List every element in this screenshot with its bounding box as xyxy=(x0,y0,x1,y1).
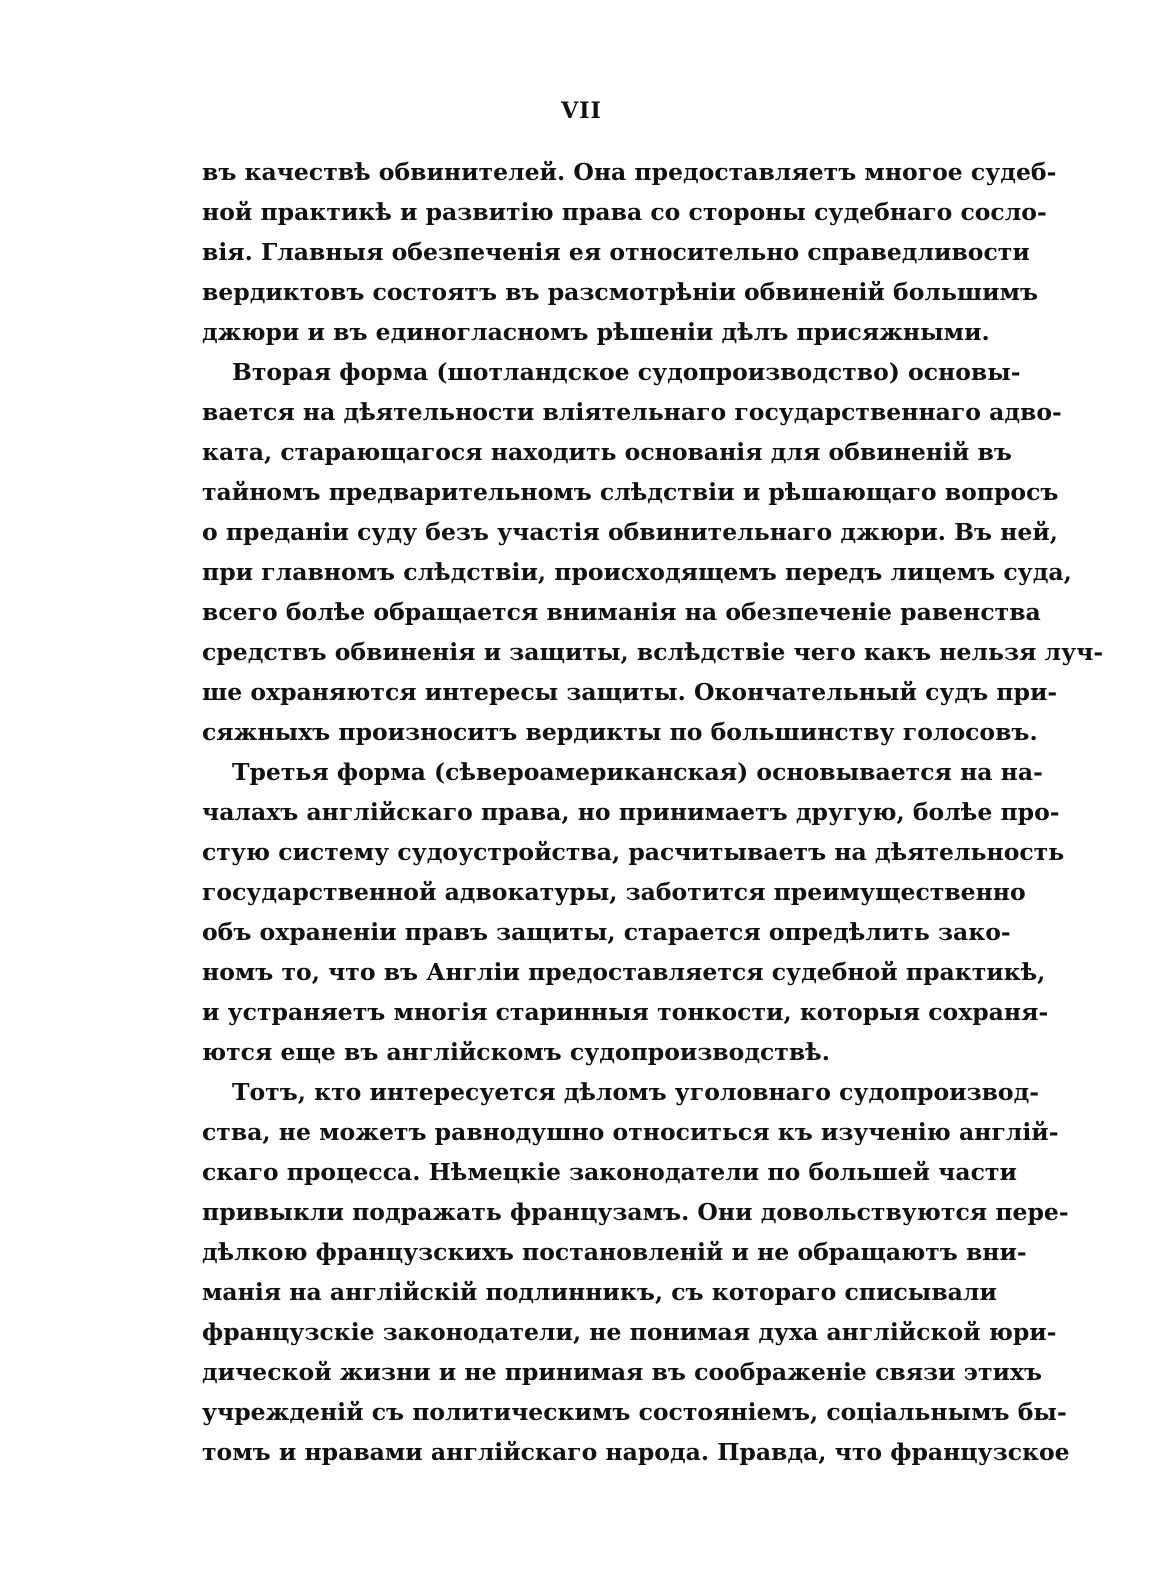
text-line: томъ и нравами англійскаго народа. Правда, что французское xyxy=(202,1438,1070,1466)
text-line: ше охраняются интересы защиты. Окончательный судъ при- xyxy=(202,678,1058,706)
text-line: о преданіи суду безъ участія обвинительнаго джюри. Въ ней, xyxy=(202,518,1058,546)
text-line: дѣлкою французскихъ постановленій и не обращаютъ вни- xyxy=(202,1238,1027,1266)
text-line: Тотъ, кто интересуется дѣломъ уголовнаго судопроизвод- xyxy=(232,1078,1040,1106)
text-line: скаго процесса. Нѣмецкіе законодатели по большей части xyxy=(202,1158,1017,1186)
text-line: всего болѣе обращается вниманія на обезпеченіе равенства xyxy=(202,598,1041,626)
text-line: при главномъ слѣдствіи, происходящемъ передъ лицемъ суда, xyxy=(202,558,1072,586)
paragraph xyxy=(202,152,1057,352)
text-line: привыкли подражать французамъ. Они довольствуются пере- xyxy=(202,1198,1069,1226)
text-line: вія. Главныя обезпеченія ея относительно справедливости xyxy=(202,238,1030,266)
text-line: въ качествѣ обвинителей. Она предоставляетъ многое судеб- xyxy=(202,158,1057,186)
text-line: объ охраненіи правъ защиты, старается опредѣлить зако- xyxy=(202,918,1011,946)
text-line: учрежденій съ политическимъ состояніемъ, соціальнымъ бы- xyxy=(202,1398,1067,1426)
text-line: стую систему судоустройства, расчитываетъ на дѣятельность xyxy=(202,838,1065,866)
paragraph xyxy=(202,752,1065,1072)
text-line: вердиктовъ состоятъ въ разсмотрѣніи обвиненій большимъ xyxy=(202,278,1039,306)
text-line: ются еще въ англійскомъ судопроизводствѣ. xyxy=(202,1038,830,1066)
page-number: VII xyxy=(561,98,602,124)
text-line: манія на англійскій подлинникъ, съ котораго списывали xyxy=(202,1278,997,1306)
text-line: и устраняетъ многія старинныя тонкости, которыя сохраня- xyxy=(202,998,1049,1026)
text-line: чалахъ англійскаго права, но принимаетъ другую, болѣе про- xyxy=(202,798,1060,826)
text-line: французскіе законодатели, не понимая духа англійской юри- xyxy=(202,1318,1057,1346)
text-line: номъ то, что въ Англіи предоставляется судебной практикѣ, xyxy=(202,958,1046,986)
text-line: джюри и въ единогласномъ рѣшеніи дѣлъ присяжными. xyxy=(202,318,990,346)
text-line: сяжныхъ произноситъ вердикты по большинству голосовъ. xyxy=(202,718,1038,746)
text-line: ной практикѣ и развитію права со стороны судебнаго сосло- xyxy=(202,198,1047,226)
text-line: ства, не можетъ равнодушно относиться къ изученію англій- xyxy=(202,1118,1059,1146)
text-line: Третья форма (сѣвероамериканская) основывается на на- xyxy=(232,758,1043,786)
paragraph xyxy=(202,1072,1070,1472)
text-line: ката, старающагося находить основанія для обвиненій въ xyxy=(202,438,1012,466)
text-line: Вторая форма (шотландское судопроизводство) основы- xyxy=(232,358,1021,386)
text-line: дической жизни и не принимая въ соображеніе связи этихъ xyxy=(202,1358,1043,1386)
text-line: тайномъ предварительномъ слѣдствіи и рѣшающаго вопросъ xyxy=(202,478,1059,506)
text-line: средствъ обвиненія и защиты, вслѣдствіе чего какъ нельзя луч- xyxy=(202,638,1104,666)
text-line: вается на дѣятельности вліятельнаго государственнаго адво- xyxy=(202,398,1062,426)
text-line: государственной адвокатуры, заботится преимущественно xyxy=(202,878,1026,906)
body-text xyxy=(202,152,1104,1472)
paragraph xyxy=(202,352,1104,752)
